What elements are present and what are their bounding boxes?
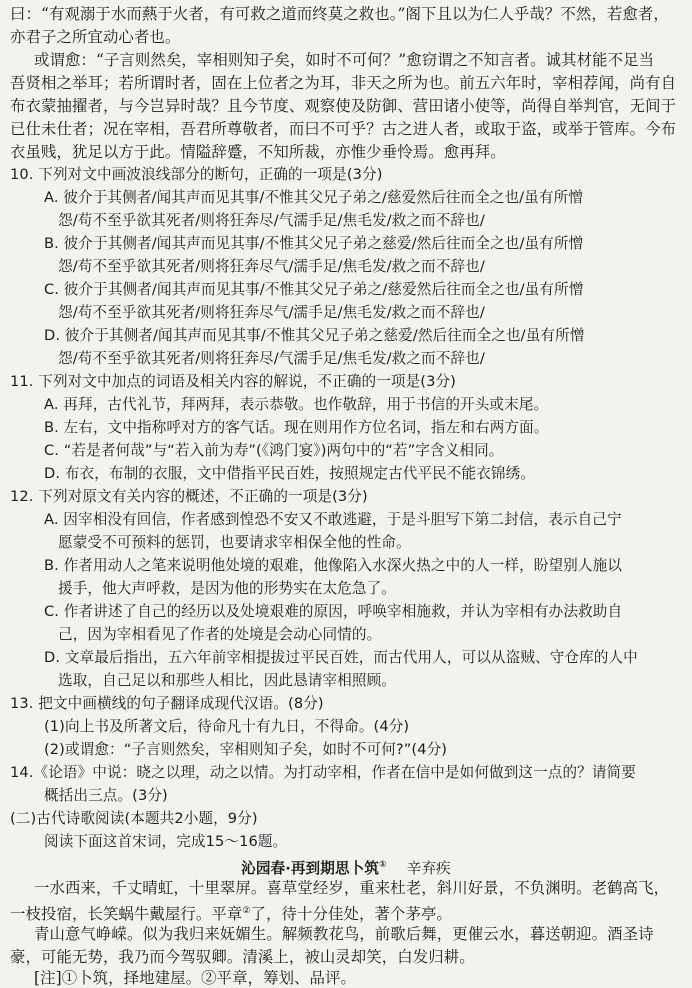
poem-line: 青山意气峥嵘。似为我归来妩媚生。解频教花鸟，前歌后舞，更催云水，暮送朝迎。酒圣诗 (34, 925, 654, 943)
q10-option-c: C. 彼介于其侧者/闻其声而见其事/不惟其父兄子弟之/慈爱然后往而全之也/虽有所憎 (44, 281, 584, 298)
footnote-marker: ② (242, 906, 251, 916)
section-heading: (二)古代诗歌阅读(本题共2小题，9分) (10, 810, 258, 827)
poem-title: 沁园春·再到期思卜筑 (241, 859, 380, 877)
q13-sentence-2: (2)或谓愈：“子言则然矣，宰相则知子矣，如时不可何?”(4分) (44, 741, 448, 758)
q10-option-d-cont: 怨/苟不至乎欲其死者/则将狂奔尽/气濡手足/焦毛发/救之而不辞也/ (58, 350, 485, 367)
q11-option-a: A. 再拜，古代礼节，拜两拜，表示恭敬。也作敬辞，用于书信的开头或末尾。 (44, 396, 549, 413)
q13-sentence-1: (1)向上书及所著文后，待命凡十有九日，不得命。(4分) (44, 718, 410, 735)
question-14-stem-cont: 概括出三点。(3分) (44, 787, 168, 804)
passage-line: 亦君子之所宜动心者也。 (10, 28, 181, 46)
q12-option-a: A. 因宰相没有回信，作者感到惶恐不安又不敢逃避，于是斗胆写下第二封信，表示自己宁 (44, 511, 622, 528)
q10-option-a-cont: 怨/苟不至乎欲其死者/则将狂奔尽/气濡手足/焦毛发/救之而不辞也/ (58, 212, 485, 229)
q11-option-b: B. 左右，文中指称呼对方的客气话。现在则用作方位名词，指左和右两方面。 (44, 419, 549, 436)
q12-option-c: C. 作者讲述了自己的经历以及处境艰难的原因，呼唤宰相施救，并认为宰相有办法救助自 (44, 603, 623, 620)
poem-line: 豪，可能无势，我乃而今驾驭卿。清溪上，被山灵却笑，白发归耕。 (10, 948, 475, 966)
passage-line: 衣虽贱，犹足以方于此。情隘辞蹙，不知所裁，亦惟少垂怜焉。愈再拜。 (10, 143, 506, 161)
question-11-stem: 11. 下列对文中加点的词语及相关内容的解说，不正确的一项是(3分) (10, 373, 456, 390)
poem-line: 一水西来，千丈晴虹，十里翠屏。喜草堂经岁，重来杜老，斜川好景，不负渊明。老鹤高飞， (34, 879, 670, 897)
poem-line-text: 了，待十分佳处，著个茅亭。 (250, 905, 452, 924)
passage-line: 吾贤相之举耳；若所谓时者，固在上位者之为耳，非天之所为也。前五六年时，宰相荐闻，尚有自 (10, 74, 677, 92)
q12-option-c-cont: 己，因为宰相看见了作者的处境是会动心同情的。 (58, 626, 382, 643)
q12-option-b: B. 作者用动人之笔来说明他处境的艰难，他像陷入水深火热之中的人一样，盼望别人施以 (44, 557, 622, 574)
q10-option-c-cont: 怨/苟不至乎欲其死者/则将狂奔尽气/濡手足/焦毛发/救之而不辞也/ (58, 304, 485, 321)
question-12-stem: 12. 下列对原文有关内容的概述，不正确的一项是(3分) (10, 488, 368, 505)
passage-line: 布衣蒙抽擢者，与今岂异时哉？且今节度、观察使及防御、营田诸小使等，尚得自举判官，无间于 (10, 97, 677, 115)
question-13-stem: 13. 把文中画横线的句子翻译成现代汉语。(8分) (10, 695, 324, 712)
q12-option-a-cont: 愿蒙受不可预料的惩罚，也要请求宰相保全他的性命。 (58, 534, 411, 551)
q10-option-b-cont: 怨/苟不至乎欲其死者/则将狂奔尽气/濡手足/焦毛发/救之而不辞也/ (58, 258, 485, 275)
q11-option-c: C. “若是者何哉”与“若入前为寿”(《鸿门宴》)两句中的“若”字含义相同。 (44, 442, 504, 459)
section-intro: 阅读下面这首宋词，完成15～16题。 (44, 833, 288, 850)
passage-line: 或谓愈：“子言则然矣，宰相则知子矣，如时不可何？”愈窃谓之不知言者。诚其材能不足当 (34, 51, 655, 69)
poem-line (10, 901, 682, 924)
q12-option-b-cont: 援手，他大声呼救，是因为他的形势实在太危急了。 (58, 580, 396, 597)
q10-option-b: B. 彼介于其侧者/闻其声而见其事/不惟其父兄子弟之慈爱/然后往而全之也/虽有所憎 (44, 235, 584, 252)
poem-line-text: 一枝投宿，长笑蜗牛戴屋行。平章 (10, 905, 243, 924)
poem-footnote: [注]①卜筑，择地建屋。②平章，筹划、品评。 (34, 969, 357, 987)
question-14-stem: 14.《论语》中说：晓之以理，动之以情。为打动宰相，作者在信中是如何做到这一点的？请简要 (10, 764, 636, 781)
footnote-marker: ① (379, 860, 387, 870)
poem-author: 辛弃疾 (406, 859, 451, 877)
q10-option-a: A. 彼介于其侧者/闻其声而见其事/不惟其父兄子弟之/慈爱然后往而全之也/虽有所憎 (44, 189, 583, 206)
passage-line: 已仕未仕者；况在宰相，吾君所尊敬者，而曰不可乎？古之进人者，或取于盗，或举于管库。今布 (10, 120, 677, 138)
q12-option-d-cont: 选取，自己足以和那些人相比，因此恳请宰相照顾。 (58, 672, 396, 689)
question-10-stem: 10. 下列对文中画波浪线部分的断句，正确的一项是(3分) (10, 166, 383, 183)
poem-title-line (0, 855, 692, 879)
q10-option-d: D. 彼介于其侧者/闻其声而见其事/不惟其父兄子弟之慈爱/然后往而全之也/虽有所憎 (44, 327, 585, 344)
q11-option-d: D. 布衣，布制的衣服，文中借指平民百姓，按照规定古代平民不能衣锦绣。 (44, 465, 536, 482)
passage-line: 曰：“有观溺于水而爇于火者，有可救之道而终莫之救也。”阁下且以为仁人乎哉？不然，若愈者， (10, 5, 669, 23)
q12-option-d: D. 文章最后指出，五六年前宰相提拔过平民百姓，而古代用人，可以从盗贼、守仓库的人中 (44, 649, 638, 666)
